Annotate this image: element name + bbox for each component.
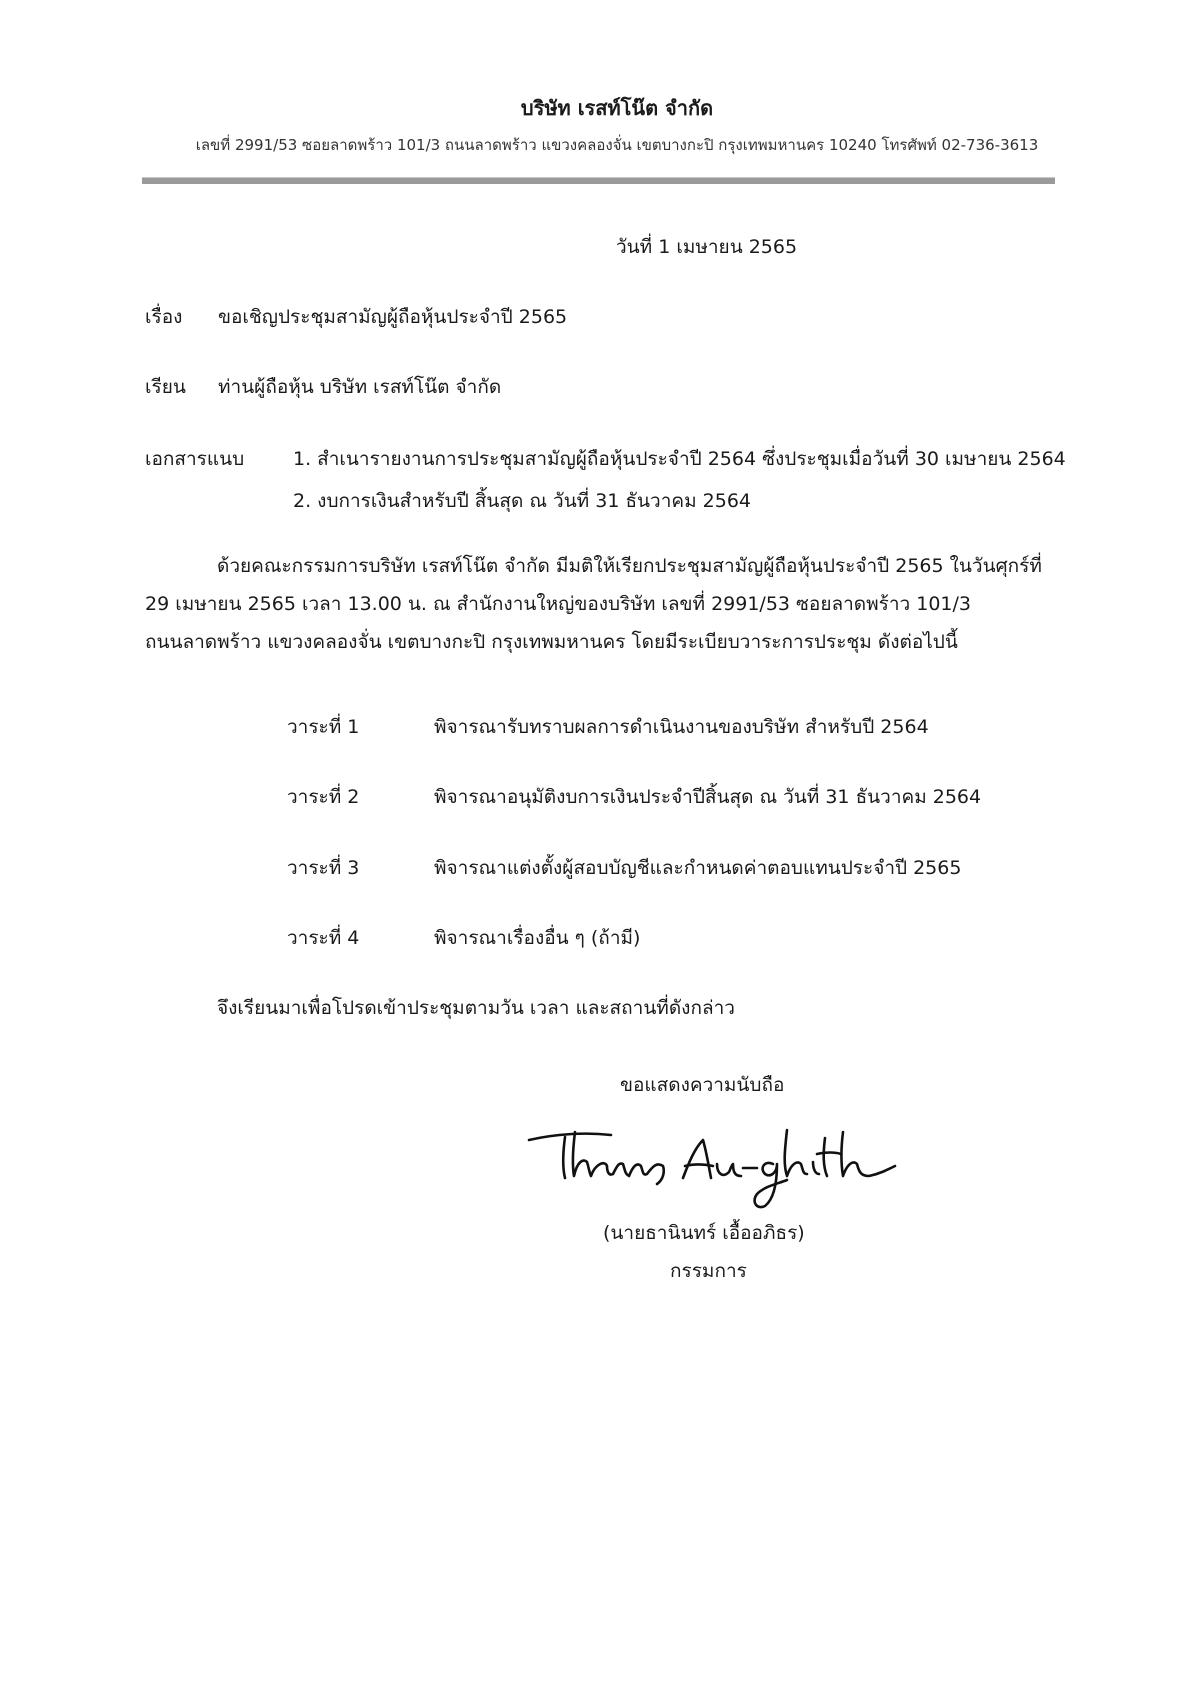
signatory-title: กรรมการ	[670, 1260, 747, 1282]
header-divider	[142, 177, 1055, 184]
agenda-text: พิจารณาอนุมัติงบการเงินประจำปีสิ้นสุด ณ วันที่ 31 ธันวาคม 2564	[434, 786, 982, 808]
agenda-text: พิจารณาเรื่องอื่น ๆ (ถ้ามี)	[434, 927, 641, 949]
recipient-label: เรียน	[145, 376, 186, 398]
body-paragraph	[145, 547, 1055, 661]
attachments-label: เอกสารแนบ	[145, 448, 245, 470]
body-line: ถนนลาดพร้าว แขวงคลองจั่น เขตบางกะปิ กรุงเทพมหานคร โดยมีระเบียบวาระการประชุม ดังต่อไปนี้	[145, 631, 958, 653]
body-line: 29 เมษายน 2565 เวลา 13.00 น. ณ สำนักงานใหญ่ของบริษัท เลขที่ 2991/53 ซอยลาดพร้าว 101/3	[145, 593, 971, 615]
body-line: ด้วยคณะกรรมการบริษัท เรสท์โน๊ต จำกัด มีมติให้เรียกประชุมสามัญผู้ถือหุ้นประจำปี 2565 ในวันศุกร์ที่	[217, 555, 1042, 577]
recipient-text: ท่านผู้ถือหุ้น บริษัท เรสท์โน๊ต จำกัด	[218, 376, 502, 398]
agenda-text: พิจารณาแต่งตั้งผู้สอบบัญชีและกำหนดค่าตอบแทนประจำปี 2565	[434, 857, 962, 879]
letter-date: วันที่ 1 เมษายน 2565	[616, 236, 798, 258]
subject-text: ขอเชิญประชุมสามัญผู้ถือหุ้นประจำปี 2565	[218, 306, 568, 328]
agenda-number: วาระที่ 3	[287, 857, 360, 879]
agenda-number: วาระที่ 4	[287, 927, 360, 949]
agenda-number: วาระที่ 2	[287, 786, 360, 808]
attachment-item: 2. งบการเงินสำหรับปี สิ้นสุด ณ วันที่ 31 ธันวาคม 2564	[293, 490, 752, 512]
agenda-text: พิจารณารับทราบผลการดำเนินงานของบริษัท สำหรับปี 2564	[434, 716, 929, 738]
company-name: บริษัท เรสท์โน๊ต จำกัด	[520, 96, 714, 120]
agenda-number: วาระที่ 1	[287, 716, 360, 738]
signatory-name: (นายธานินทร์ เอื้ออภิธร)	[603, 1222, 805, 1244]
closing-text: จึงเรียนมาเพื่อโปรดเข้าประชุมตามวัน เวลา และสถานที่ดังกล่าว	[217, 997, 735, 1019]
attachment-item: 1. สำเนารายงานการประชุมสามัญผู้ถือหุ้นประจำปี 2564 ซึ่งประชุมเมื่อวันที่ 30 เมษายน 2564	[293, 448, 1066, 470]
company-address: เลขที่ 2991/53 ซอยลาดพร้าว 101/3 ถนนลาดพร้าว แขวงคลองจั่น เขตบางกะปิ กรุงเทพมหานคร 10240 โทรศัพท์ 02-736-3613	[195, 136, 1039, 154]
handwritten-signature	[525, 1118, 897, 1210]
subject-label: เรื่อง	[145, 306, 183, 328]
sign-off: ขอแสดงความนับถือ	[620, 1074, 785, 1096]
